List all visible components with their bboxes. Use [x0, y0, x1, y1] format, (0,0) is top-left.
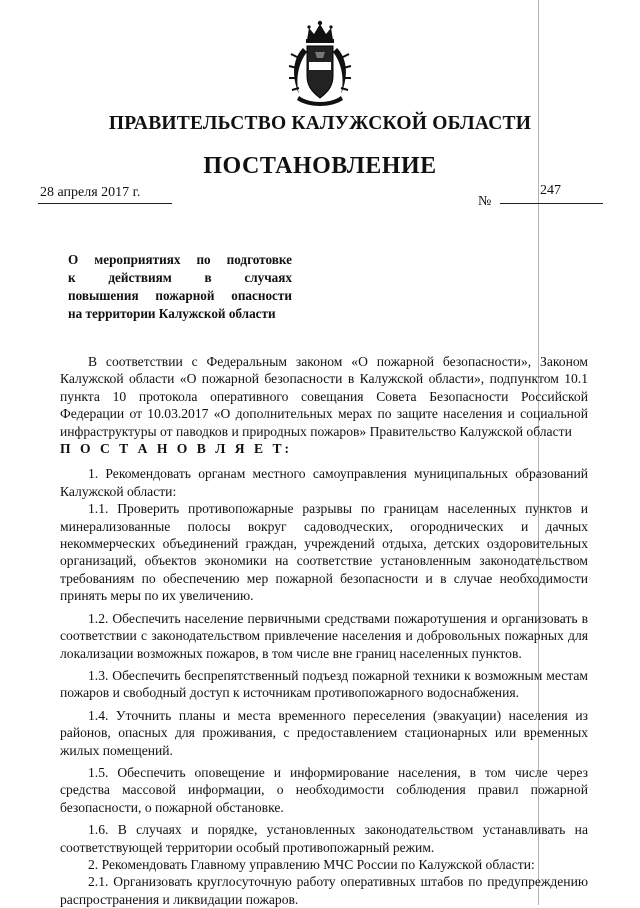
subject-line: О мероприятиях по подготовке [68, 252, 292, 267]
document-subject [68, 251, 292, 323]
paragraph-1-2: 1.2. Обеспечить население первичными средствами пожаротушения и организовать в соответствии с законодательством привлечение населения и добровольных пожарных для локализации возможных пожаров, в том числе вне границ населенных пунктов. [60, 610, 588, 661]
preamble-paragraph: В соответствии с Федеральным законом «О пожарной безопасности», Законом Калужской области «О пожарной безопасности в Калужской области», подпунктом 10.1 пункта 10 протокола оперативного совещания Совета Безопасности Российской Федерации от 10.03.2017 «О дополнительных мерах по защите населения и социальной инфраструктуры от паводков и природных пожаров» Правительство Калужской области [60, 354, 588, 439]
paragraph-2-1: 2.1. Организовать круглосуточную работу оперативных штабов по предупреждению распространения и ликвидации пожаров. [60, 874, 588, 907]
date-underline [38, 203, 172, 204]
number-underline [500, 203, 603, 204]
government-title: ПРАВИТЕЛЬСТВО КАЛУЖСКОЙ ОБЛАСТИ [108, 113, 532, 134]
subject-line: к действиям в случаях [68, 270, 292, 285]
paragraph-1-3: 1.3. Обеспечить беспрепятственный подъезд пожарной техники к возможным местам пожаров и свободный доступ к источникам противопожарного водоснабжения. [60, 667, 588, 701]
document-body [60, 353, 588, 908]
paragraph-1: 1. Рекомендовать органам местного самоуправления муниципальных образований Калужской области: [60, 466, 588, 499]
paragraph-1-5: 1.5. Обеспечить оповещение и информирование населения, в том числе через средства массовой информации, о необходимости соблюдения правил пожарной безопасности, о пожарной обстановке. [60, 764, 588, 815]
document-number: 247 [540, 183, 561, 198]
kaluga-coat-of-arms-emblem [285, 18, 355, 110]
document-type-title: ПОСТАНОВЛЕНИЕ [203, 153, 437, 179]
subject-line: на территории Калужской области [68, 306, 276, 321]
resolve-heading: П О С Т А Н О В Л Я Е Т: [60, 441, 293, 457]
paragraph-2: 2. Рекомендовать Главному управлению МЧС России по Калужской области: [88, 856, 535, 872]
document-date: 28 апреля 2017 г. [40, 185, 141, 200]
paragraph-1-1: 1.1. Проверить противопожарные разрывы по границам населенных пунктов и минерализованные полосы вокруг садоводческих, огороднических и дачных некоммерческих объединений граждан, учреждений отдыха, детских оздоровительных организаций, объектов экономики на соответствие установленным законодательством требованиям по обеспечению мер пожарной безопасности и в случае необходимости принять меры по их увеличению. [60, 501, 588, 604]
number-sign: № [478, 194, 492, 209]
paragraph-1-6: 1.6. В случаях и порядке, установленных законодательством устанавливать на соответствующей территории особый противопожарный режим. [60, 822, 588, 855]
paragraph-1-4: 1.4. Уточнить планы и места временного переселения (эвакуации) населения из районов, опасных для проживания, с предоставлением стационарных или временных жилых помещений. [60, 707, 588, 758]
subject-line: повышения пожарной опасности [68, 288, 292, 303]
